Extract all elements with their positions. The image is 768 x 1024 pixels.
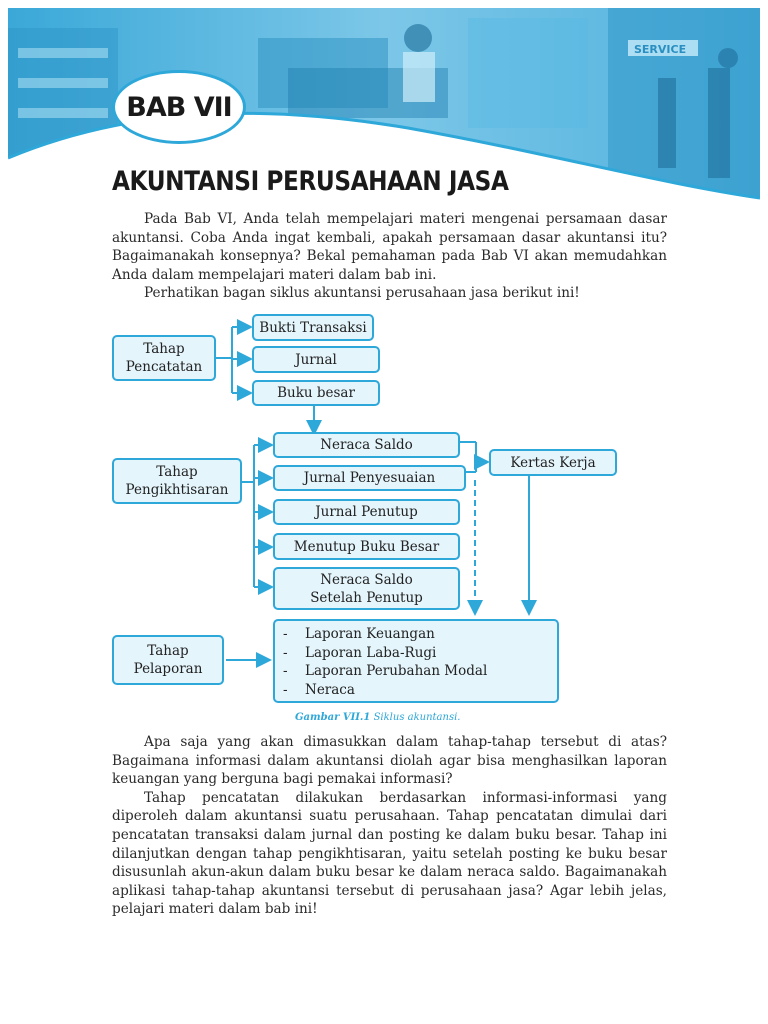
stage-pencatatan: Tahap Pencatatan [112, 335, 216, 381]
report-item: - Laporan Perubahan Modal [283, 663, 488, 679]
intro-paragraph-1: Pada Bab VI, Anda telah mempelajari materi mengenai persamaan dasar akuntansi. Coba Anda ingat kembali, apakah persamaan dasar akuntansi itu? Bagaimanakah konsepnya? Bekal pemahaman pada Bab VI akan memudahkan Anda dalam mempelajari materi dalam bab ini. [112, 211, 667, 283]
step-jurnal: Jurnal [252, 346, 380, 373]
chapter-number-badge: BAB VII [112, 70, 246, 144]
figure-caption-text: Siklus akuntansi. [373, 712, 461, 723]
step-neraca-saldo-setelah-penutup: Neraca Saldo Setelah Penutup [273, 567, 460, 610]
stage-pengikhtisaran: Tahap Pengikhtisaran [112, 458, 242, 504]
figure-label: Gambar VII.1 [295, 712, 371, 723]
body-paragraph-1: Apa saja yang akan dimasukkan dalam tahap-tahap tersebut di atas? Bagaimana informasi dalam akuntansi diolah agar bisa menghasilkan laporan keuangan yang berguna bagi pemakai informasi? [112, 734, 667, 788]
intro-paragraph-2: Perhatikan bagan siklus akuntansi perusahaan jasa berikut ini! [144, 285, 580, 302]
figure-caption [295, 712, 460, 723]
step-jurnal-penutup: Jurnal Penutup [273, 499, 460, 525]
step-neraca-saldo: Neraca Saldo [273, 432, 460, 458]
accounting-cycle-diagram [104, 310, 634, 710]
report-item: - Laporan Laba-Rugi [283, 644, 437, 661]
step-bukti-transaksi: Bukti Transaksi [252, 314, 374, 341]
report-item: - Neraca [283, 681, 355, 698]
chapter-title: AKUNTANSI PERUSAHAAN JASA [112, 166, 509, 197]
step-buku-besar: Buku besar [252, 380, 380, 406]
step-menutup-buku-besar: Menutup Buku Besar [273, 533, 460, 560]
stage-pelaporan: Tahap Pelaporan [112, 635, 224, 685]
service-sign: SERVICE [634, 43, 687, 56]
intro-section [112, 210, 667, 303]
step-jurnal-penyesuaian: Jurnal Penyesuaian [273, 465, 466, 491]
step-kertas-kerja: Kertas Kerja [489, 449, 617, 476]
body-section [112, 733, 667, 919]
report-item: - Laporan Keuangan [283, 626, 435, 642]
body-paragraph-2: Tahap pencatatan dilakukan berdasarkan informasi-informasi yang diperoleh dalam akuntansi suatu perusahaan. Tahap pencatatan dimulai dari pencatatan transaksi dalam jurnal dan posting ke dalam buku besar. Tahap ini dilanjutkan dengan tahap pengikhtisaran, yaitu setelah posting ke buku besar disusunlah akun-akun dalam buku besar ke dalam neraca saldo. Bagaimanakah aplikasi tahap-tahap akuntansi tersebut di perusahaan jasa? Agar lebih jelas, pelajari materi dalam bab ini! [112, 789, 667, 918]
report-list [273, 619, 559, 703]
